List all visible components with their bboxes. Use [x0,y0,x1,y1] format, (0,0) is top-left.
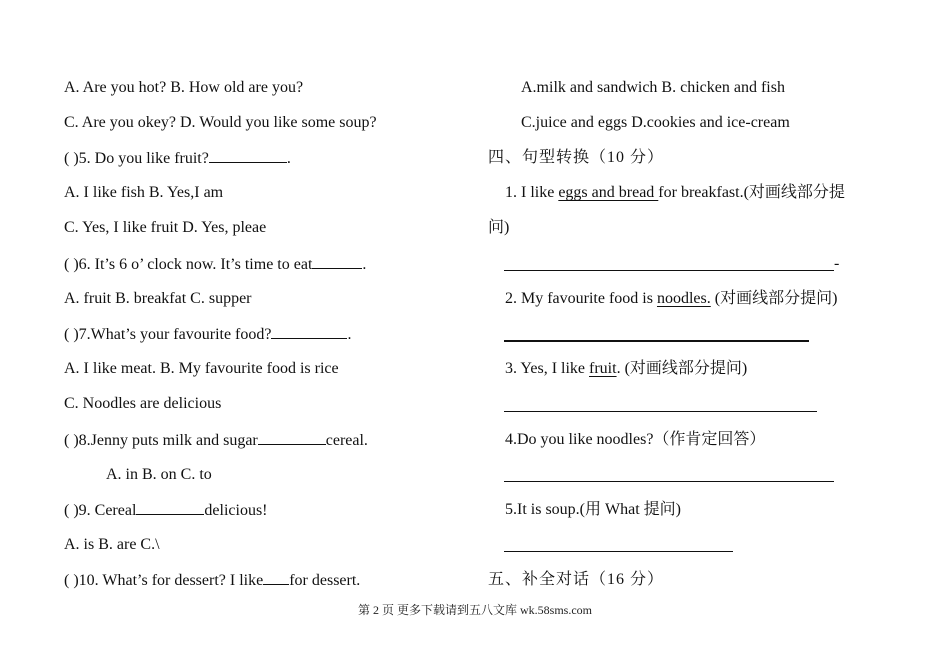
transform-5: 5.It is soup.(用 What 提问) [505,501,681,518]
answer-line-3 [504,411,817,412]
q7-options-ab: A. I like meat. B. My favourite food is rice [64,360,339,377]
transform-1-end: for breakfast.(对画线部分提 [658,184,845,201]
question-8-end: cereal. [325,432,368,449]
answer-line-2 [504,340,809,342]
answer-blank [312,254,362,269]
question-9-end: delicious! [204,502,268,519]
q8-options: A. in B. on C. to [106,466,212,483]
transform-2 [505,289,837,309]
q10-options-ab: A.milk and sandwich B. chicken and fish [521,79,785,96]
q5-options-ab: A. I like fish B. Yes,I am [64,184,224,201]
question-10-text: ( )10. What’s for dessert? I like [64,572,264,589]
answer-blank [271,324,347,339]
q6-options: A. fruit B. breakfat C. supper [64,290,252,307]
answer-line-4 [504,481,834,482]
q9-options: A. is B. are C.\ [64,536,160,553]
answer-line-1-dash: - [834,255,840,272]
q7-options-c: C. Noodles are delicious [64,395,222,412]
q10-options-cd: C.juice and eggs D.cookies and ice-cream [521,114,790,131]
answer-line-5 [504,551,733,552]
question-9-text: ( )9. Cereal [64,502,137,519]
q4-options-cd: C. Are you okey? D. Would you like some soup? [64,114,377,131]
transform-3-end: . (对画线部分提问) [616,360,748,377]
page-footer: 第 2 页 更多下载请到五八文库 wk.58sms.com [357,603,592,617]
transform-3-start: 3. Yes, I like [505,360,590,377]
transform-1-underlined: eggs and bread [558,184,659,201]
question-7-end: . [347,326,352,343]
question-10-end: for dessert. [289,572,361,589]
transform-4: 4.Do you like noodles?（作肯定回答） [505,431,766,448]
q5-options-cd: C. Yes, I like fruit D. Yes, pleae [64,219,267,236]
section-4-title: 四、句型转换（10 分） [488,149,665,166]
transform-3 [505,359,747,379]
section-5-title: 五、补全对话（16 分） [488,571,665,588]
transform-1-wrap: 问) [488,219,510,236]
transform-2-end: (对画线部分提问) [710,290,838,307]
answer-blank [209,148,287,163]
question-5-text: ( )5. Do you like fruit? [64,150,209,167]
question-5 [64,148,291,169]
answer-line-1 [504,270,834,271]
question-8-text: ( )8.Jenny puts milk and sugar [64,432,258,449]
question-6-end: . [362,256,367,273]
answer-blank [136,500,204,515]
question-10 [64,570,360,591]
question-6 [64,254,366,275]
transform-2-start: 2. My favourite food is [505,290,657,307]
answer-blank [263,570,289,585]
question-8 [64,430,368,451]
question-7 [64,324,351,345]
transform-1 [505,183,845,203]
question-6-text: ( )6. It’s 6 o’ clock now. It’s time to eat [64,256,313,273]
q4-options-ab: A. Are you hot? B. How old are you? [64,79,304,96]
answer-blank [258,430,326,445]
question-5-end: . [286,150,291,167]
transform-3-underlined: fruit [589,360,617,377]
transform-1-start: 1. I like [505,184,559,201]
question-9 [64,500,268,521]
question-7-text: ( )7.What’s your favourite food? [64,326,272,343]
transform-2-underlined: noodles. [656,290,711,307]
